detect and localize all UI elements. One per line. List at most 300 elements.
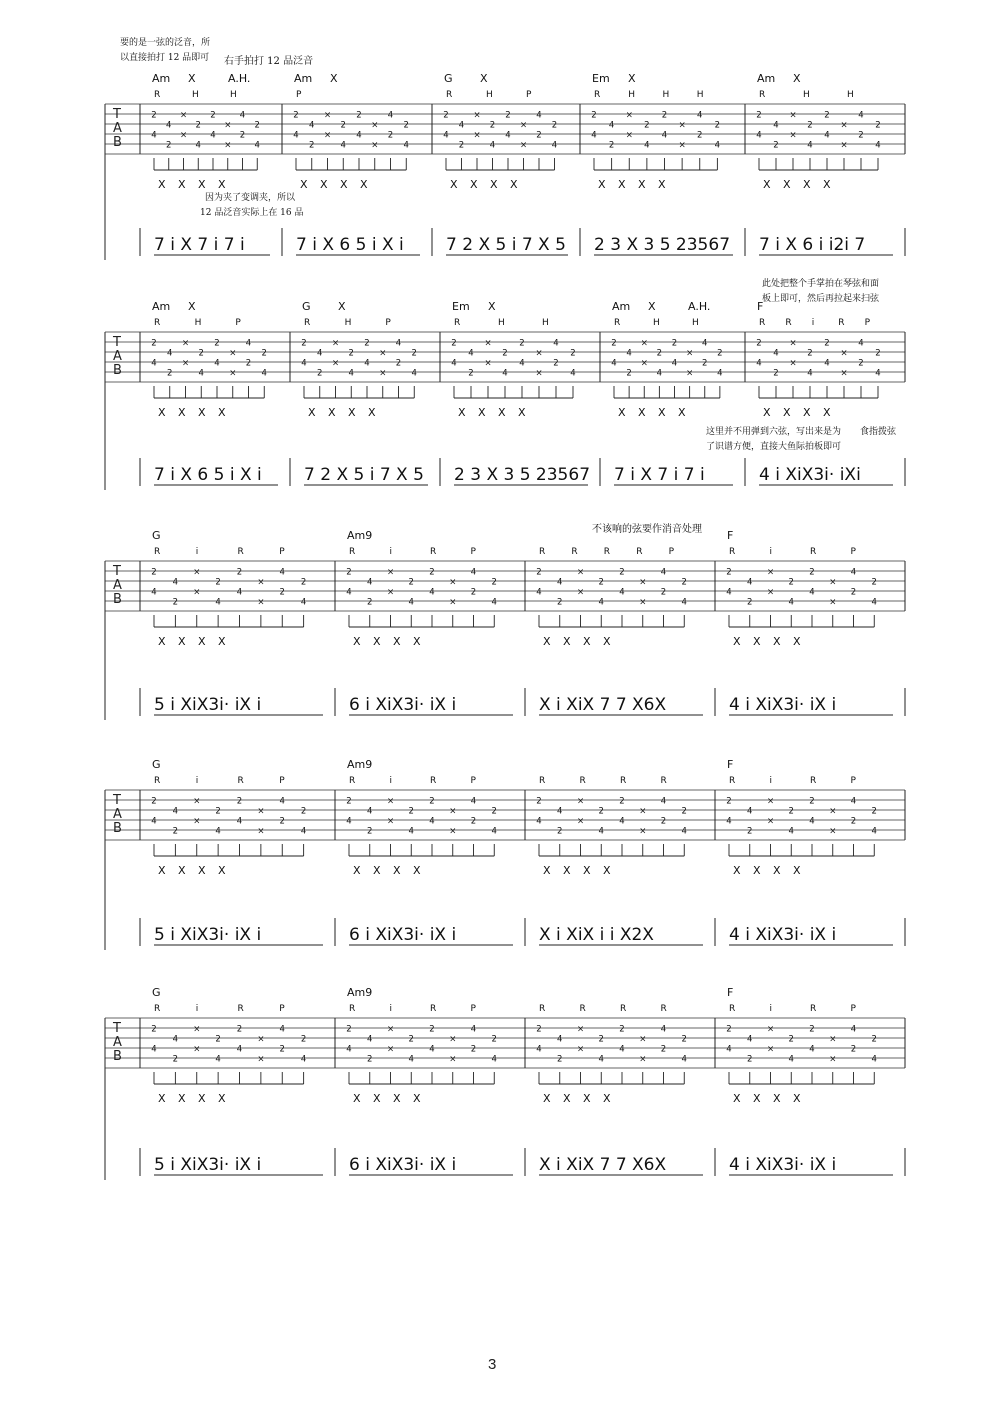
percussion-x-mark: X: [450, 178, 458, 191]
fret-number: 2: [809, 1024, 815, 1035]
tab-clef-letter: B: [113, 135, 122, 150]
fret-number: 4: [215, 1054, 221, 1065]
fret-number: 2: [279, 816, 285, 827]
chord-name: F: [757, 300, 764, 313]
fret-number: 4: [875, 140, 881, 151]
technique-mark: H: [653, 318, 660, 328]
percussion-x-mark: X: [543, 1092, 551, 1105]
fret-number: 4: [773, 348, 779, 359]
fret-number: 2: [619, 796, 625, 807]
fret-number: 2: [551, 120, 558, 131]
annotation-sixth-line2: 了识谱方便，直接大鱼际拍板即可: [706, 442, 842, 452]
percussion-x-mark: X: [300, 178, 308, 191]
fret-number: 2: [411, 348, 417, 359]
technique-mark: R: [430, 776, 437, 786]
technique-mark: R: [446, 90, 453, 100]
fret-number: 2: [151, 110, 157, 121]
mute-mark: ×: [386, 1024, 395, 1035]
jianpu-measure: 7 2 X 5 i 7 X 5: [304, 465, 424, 485]
mute-mark: ×: [179, 130, 188, 141]
mute-mark: ×: [639, 826, 647, 837]
chord-name: G: [152, 529, 161, 542]
jianpu-measure: X i XiX 7 7 X6X: [539, 695, 667, 715]
technique-mark: R: [729, 776, 736, 786]
fret-number: 4: [215, 597, 221, 608]
fret-number: 4: [681, 597, 687, 608]
mute-mark: ×: [639, 1034, 647, 1045]
fret-number: 4: [239, 110, 246, 121]
percussion-x-mark: X: [603, 635, 611, 648]
fret-number: 2: [346, 796, 352, 807]
fret-number: 2: [619, 567, 625, 578]
fret-number: 2: [215, 1034, 221, 1045]
fret-number: 4: [408, 1054, 414, 1065]
technique-mark: R: [785, 318, 792, 328]
chord-name: Em: [452, 300, 470, 313]
percussion-x-mark: X: [198, 635, 206, 648]
fret-number: 2: [245, 358, 252, 369]
fret-number: 2: [598, 806, 604, 817]
fret-number: 4: [626, 348, 632, 359]
chord-name: F: [727, 758, 734, 771]
technique-mark: R: [237, 776, 244, 786]
fret-number: 4: [656, 368, 663, 379]
technique-mark: i: [769, 547, 773, 557]
fret-number: 2: [214, 338, 220, 349]
tab-clef-letter: B: [113, 592, 122, 607]
fret-number: 4: [491, 826, 497, 837]
annotation-right-hand: 右手拍打 12 品泛音: [224, 56, 314, 67]
mute-mark: ×: [576, 1024, 585, 1035]
percussion-x-mark: X: [773, 864, 781, 877]
fret-number: 4: [236, 816, 243, 827]
fret-number: 4: [871, 597, 877, 608]
fret-number: 2: [671, 338, 678, 349]
percussion-x-mark: X: [753, 864, 761, 877]
percussion-x-mark: X: [158, 864, 166, 877]
annotation-harmonic-line1: 要的是一弦的泛音，所: [120, 38, 211, 48]
fret-number: 2: [858, 358, 864, 369]
technique-mark: R: [349, 547, 356, 557]
tab-clef-letter: B: [113, 363, 122, 378]
fret-number: 4: [502, 368, 508, 379]
fret-number: 2: [773, 368, 779, 379]
fret-number: 4: [747, 806, 753, 817]
technique-mark: H: [628, 90, 636, 100]
fret-number: 4: [824, 358, 830, 369]
technique-mark: R: [154, 90, 161, 100]
fret-number: 2: [557, 1054, 563, 1065]
mute-mark: ×: [829, 597, 837, 608]
fret-number: 4: [195, 140, 201, 151]
fret-number: 4: [788, 826, 794, 837]
fret-number: 4: [198, 368, 204, 379]
fret-number: 2: [536, 567, 542, 578]
fret-number: 2: [429, 796, 435, 807]
technique-mark: H: [692, 318, 699, 328]
fret-number: 4: [536, 1044, 542, 1055]
chord-name: G: [302, 300, 311, 313]
fret-number: 2: [598, 1034, 604, 1045]
jianpu-measure: 5 i XiX3i· iX i: [154, 1155, 262, 1175]
fret-number: 4: [167, 348, 173, 359]
fret-number: 4: [356, 130, 362, 141]
fret-number: 4: [387, 110, 394, 121]
jianpu-measure: X i XiX i i X2X: [539, 925, 654, 945]
mute-mark: ×: [371, 120, 379, 131]
technique-mark: P: [470, 776, 476, 786]
technique-mark: R: [810, 1004, 817, 1014]
percussion-x-mark: X: [783, 178, 791, 191]
fret-number: 2: [788, 806, 794, 817]
fret-number: 4: [598, 597, 604, 608]
jianpu-measure: 4 i XiX3i· iX i: [729, 695, 837, 715]
technique-mark: R: [571, 547, 578, 557]
mute-mark: ×: [625, 130, 633, 141]
mute-mark: ×: [449, 806, 457, 817]
percussion-x-mark: X: [328, 406, 336, 419]
jianpu-measure: 6 i XiX3i· iX i: [349, 1155, 457, 1175]
mute-mark: ×: [331, 358, 340, 369]
mute-mark: ×: [323, 110, 332, 121]
technique-mark: P: [668, 547, 675, 557]
percussion-x-mark: X: [678, 406, 686, 419]
technique-mark: R: [304, 318, 311, 328]
jianpu-measure: 7 2 X 5 i 7 X 5: [446, 235, 566, 255]
fret-number: 2: [726, 796, 732, 807]
fret-number: 2: [443, 110, 449, 121]
jianpu-measure: 6 i XiX3i· iX i: [349, 925, 457, 945]
fret-number: 4: [702, 338, 708, 349]
fret-number: 4: [807, 368, 813, 379]
technique-mark: R: [579, 1004, 586, 1014]
fret-number: 4: [611, 358, 617, 369]
page-number: 3: [488, 1356, 497, 1373]
fret-number: 4: [871, 826, 877, 837]
percussion-x-mark: X: [158, 178, 166, 191]
fret-number: 2: [387, 130, 394, 141]
mute-mark: ×: [829, 1054, 837, 1065]
fret-number: 2: [536, 130, 542, 141]
percussion-x-mark: X: [773, 1092, 781, 1105]
technique-mark: H: [803, 90, 810, 100]
technique-mark: i: [195, 776, 199, 786]
mute-mark: ×: [766, 796, 775, 807]
fret-number: 2: [697, 130, 703, 141]
fret-number: 4: [395, 338, 402, 349]
mute-mark: ×: [829, 826, 837, 837]
chord-extra-mark: X: [793, 72, 801, 85]
fret-number: 2: [850, 816, 857, 827]
fret-number: 2: [807, 120, 813, 131]
fret-number: 4: [756, 130, 762, 141]
fret-number: 4: [367, 806, 373, 817]
fret-number: 4: [557, 577, 563, 588]
fret-number: 2: [395, 358, 402, 369]
fret-number: 2: [346, 567, 352, 578]
fret-number: 4: [809, 1044, 815, 1055]
fret-number: 2: [215, 577, 221, 588]
mute-mark: ×: [449, 577, 457, 588]
technique-mark: R: [349, 776, 356, 786]
fret-number: 4: [458, 120, 465, 131]
fret-number: 2: [611, 338, 617, 349]
fret-number: 4: [553, 338, 559, 349]
percussion-x-mark: X: [218, 406, 226, 419]
fret-number: 2: [875, 120, 881, 131]
mute-mark: ×: [181, 358, 190, 369]
percussion-x-mark: X: [733, 1092, 741, 1105]
fret-number: 4: [451, 358, 457, 369]
percussion-x-mark: X: [218, 635, 226, 648]
technique-mark: H: [662, 90, 670, 100]
fret-number: 4: [858, 110, 864, 121]
mute-mark: ×: [371, 140, 379, 151]
percussion-x-mark: X: [793, 635, 801, 648]
percussion-x-mark: X: [353, 1092, 361, 1105]
mute-mark: ×: [686, 348, 694, 359]
fret-number: 2: [195, 120, 201, 131]
fret-number: 4: [536, 110, 542, 121]
technique-mark: R: [810, 776, 817, 786]
fret-number: 4: [491, 597, 497, 608]
fret-number: 2: [773, 140, 779, 151]
technique-mark: i: [389, 776, 393, 786]
technique-mark: R: [579, 776, 586, 786]
fret-number: 2: [809, 796, 815, 807]
percussion-x-mark: X: [753, 1092, 761, 1105]
mute-mark: ×: [829, 1034, 837, 1045]
percussion-x-mark: X: [320, 178, 328, 191]
jianpu-measure: 5 i XiX3i· iX i: [154, 695, 262, 715]
mute-mark: ×: [386, 567, 395, 578]
mute-mark: ×: [535, 348, 543, 359]
technique-mark: R: [154, 1004, 161, 1014]
percussion-x-mark: X: [178, 178, 186, 191]
fret-number: 2: [756, 110, 762, 121]
fret-number: 4: [151, 587, 157, 598]
annotation-palm-line2: 板上即可，然后再拉起来扫弦: [762, 294, 880, 304]
fret-number: 4: [346, 587, 352, 598]
fret-number: 2: [151, 796, 157, 807]
percussion-x-mark: X: [753, 635, 761, 648]
technique-mark: R: [620, 776, 627, 786]
mute-mark: ×: [789, 338, 797, 349]
tab-clef-letter: T: [113, 564, 121, 579]
fret-number: 2: [660, 587, 667, 598]
fret-number: 2: [254, 120, 260, 131]
fret-number: 2: [644, 120, 650, 131]
percussion-x-mark: X: [793, 1092, 801, 1105]
chord-name: Am9: [347, 529, 373, 542]
chord-extra-mark: X: [648, 300, 656, 313]
fret-number: 2: [167, 368, 173, 379]
technique-mark: P: [526, 90, 532, 100]
fret-number: 2: [470, 587, 477, 598]
mute-mark: ×: [766, 567, 775, 578]
percussion-x-mark: X: [733, 864, 741, 877]
fret-number: 2: [429, 1024, 435, 1035]
annotation-capo-line2: 12 品泛音实际上在 16 品: [200, 208, 304, 218]
jianpu-measure: 7 i X 6 5 i X i: [154, 465, 262, 485]
fret-number: 2: [408, 806, 414, 817]
fret-number: 2: [788, 577, 794, 588]
chord-name: Am: [294, 72, 313, 85]
fret-number: 2: [491, 806, 497, 817]
percussion-x-mark: X: [373, 864, 381, 877]
fret-number: 4: [411, 368, 417, 379]
fret-number: 2: [871, 1034, 877, 1045]
percussion-x-mark: X: [393, 635, 401, 648]
fret-number: 4: [300, 597, 307, 608]
percussion-x-mark: X: [763, 406, 771, 419]
technique-mark: R: [430, 547, 437, 557]
fret-number: 2: [300, 1034, 307, 1045]
technique-mark: R: [729, 1004, 736, 1014]
fret-number: 2: [301, 338, 307, 349]
chord-extra-mark: X: [480, 72, 488, 85]
fret-number: 4: [279, 1024, 285, 1035]
fret-number: 4: [245, 338, 252, 349]
mute-mark: ×: [257, 826, 265, 837]
technique-mark: R: [154, 547, 161, 557]
fret-number: 2: [172, 597, 179, 608]
fret-number: 4: [505, 130, 511, 141]
mute-mark: ×: [449, 826, 457, 837]
mute-mark: ×: [789, 130, 797, 141]
fret-number: 4: [773, 120, 779, 131]
mute-mark: ×: [179, 110, 188, 121]
fret-number: 2: [309, 140, 315, 151]
technique-mark: P: [235, 318, 241, 328]
fret-number: 2: [489, 120, 496, 131]
technique-mark: H: [192, 90, 199, 100]
fret-number: 2: [824, 338, 830, 349]
fret-number: 4: [850, 567, 857, 578]
percussion-x-mark: X: [510, 178, 518, 191]
fret-number: 2: [809, 567, 815, 578]
technique-mark: R: [430, 1004, 437, 1014]
technique-mark: R: [539, 776, 546, 786]
technique-mark: R: [660, 776, 667, 786]
fret-number: 2: [198, 348, 204, 359]
technique-mark: P: [850, 776, 856, 786]
tab-clef-letter: B: [113, 821, 122, 836]
fret-number: 2: [367, 826, 373, 837]
fret-number: 4: [536, 587, 542, 598]
fret-number: 2: [348, 348, 354, 359]
percussion-x-mark: X: [198, 1092, 206, 1105]
chord-name: Am: [152, 72, 171, 85]
percussion-x-mark: X: [368, 406, 376, 419]
technique-mark: R: [614, 318, 621, 328]
fret-number: 4: [660, 567, 667, 578]
percussion-x-mark: X: [198, 864, 206, 877]
tab-clef-letter: A: [113, 349, 122, 364]
mute-mark: ×: [224, 140, 232, 151]
tab-clef-letter: T: [113, 793, 121, 808]
mute-mark: ×: [576, 816, 585, 827]
fret-number: 4: [429, 587, 435, 598]
fret-number: 2: [714, 120, 721, 131]
chord-extra-mark: X: [338, 300, 346, 313]
percussion-x-mark: X: [178, 1092, 186, 1105]
mute-mark: ×: [766, 1024, 775, 1035]
fret-number: 4: [254, 140, 260, 151]
fret-number: 2: [364, 338, 370, 349]
technique-mark: R: [237, 547, 244, 557]
fret-number: 2: [598, 577, 604, 588]
fret-number: 2: [788, 1034, 794, 1045]
percussion-x-mark: X: [353, 635, 361, 648]
percussion-x-mark: X: [498, 406, 506, 419]
fret-number: 2: [591, 110, 597, 121]
fret-number: 2: [340, 120, 346, 131]
fret-number: 4: [443, 130, 449, 141]
mute-mark: ×: [678, 120, 686, 131]
percussion-x-mark: X: [823, 178, 831, 191]
fret-number: 2: [681, 806, 687, 817]
tab-clef-letter: T: [113, 1021, 121, 1036]
fret-number: 2: [468, 368, 474, 379]
fret-number: 2: [717, 348, 723, 359]
fret-number: 2: [570, 348, 576, 359]
fret-number: 2: [317, 368, 323, 379]
fret-number: 2: [172, 826, 179, 837]
fret-number: 2: [726, 567, 732, 578]
fret-number: 2: [346, 1024, 352, 1035]
fret-number: 4: [681, 826, 687, 837]
chord-name: G: [444, 72, 453, 85]
percussion-x-mark: X: [393, 1092, 401, 1105]
technique-mark: R: [594, 90, 601, 100]
percussion-x-mark: X: [763, 178, 771, 191]
fret-number: 4: [807, 140, 813, 151]
fret-number: 4: [519, 358, 525, 369]
fret-number: 2: [293, 110, 299, 121]
jianpu-measure: 4 i XiX3i· iX i: [729, 1155, 837, 1175]
percussion-x-mark: X: [218, 178, 226, 191]
fret-number: 4: [236, 587, 243, 598]
fret-number: 4: [570, 368, 576, 379]
mute-mark: ×: [639, 597, 647, 608]
fret-number: 4: [875, 368, 881, 379]
mute-mark: ×: [766, 1044, 775, 1055]
percussion-x-mark: X: [733, 635, 741, 648]
fret-number: 2: [850, 1044, 857, 1055]
fret-number: 4: [644, 140, 650, 151]
fret-number: 4: [661, 130, 668, 141]
technique-mark: P: [850, 1004, 856, 1014]
fret-number: 2: [608, 140, 615, 151]
fret-number: 2: [871, 577, 877, 588]
fret-number: 2: [236, 796, 243, 807]
fret-number: 4: [809, 587, 815, 598]
fret-number: 4: [429, 816, 435, 827]
percussion-x-mark: X: [470, 178, 478, 191]
fret-number: 4: [591, 130, 597, 141]
percussion-x-mark: X: [803, 406, 811, 419]
chord-name: Em: [592, 72, 610, 85]
mute-mark: ×: [386, 796, 395, 807]
mute-mark: ×: [193, 796, 201, 807]
mute-mark: ×: [193, 567, 201, 578]
percussion-x-mark: X: [618, 178, 626, 191]
technique-mark: P: [850, 547, 856, 557]
jianpu-measure: 4 i XiX3i· iXi: [759, 465, 861, 485]
fret-number: 2: [557, 826, 563, 837]
technique-mark: P: [470, 547, 476, 557]
